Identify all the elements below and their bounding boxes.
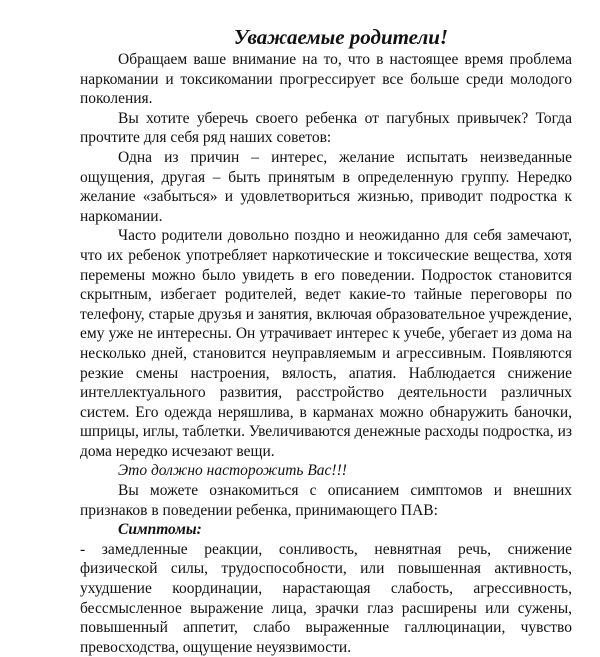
symptoms-list: - замедленные реакции, сонливость, невнятная речь, снижение физической силы, трудоспособности, или повышенная активность, ухудшение координации, нарастающая слабость, агрессивность, бессмысленное выражение лица, зрачки глаз расширены или сужены, повышенный аппетит, слабо выраженные галлюцинации, чувство превосходства, ощущение неуязвимости. xyxy=(80,540,572,656)
symptoms-heading: Симптомы: xyxy=(118,521,202,539)
paragraph-symptoms-intro: Вы можете ознакомиться с описанием симптомов и внешних признаков в поведении ребенка, принимающего ПАВ: xyxy=(80,482,572,519)
document-title: Уважаемые родители! xyxy=(233,25,449,49)
paragraph-intro: Обращаем ваше внимание на то, что в настоящее время проблема наркомании и токсикомании прогрессирует все больше среди молодого поколения. xyxy=(80,51,572,108)
warning-text: Это должно насторожить Вас!!! xyxy=(118,462,347,480)
paragraph-causes: Одна из причин – интерес, желание испытать неизведанные ощущения, другая – быть принятым в определенную группу. Нередко желание «забыться» и удовлетвориться жизнью, приводит подростка к наркомании. xyxy=(80,148,572,225)
paragraph-question: Вы хотите уберечь своего ребенка от пагубных привычек? Тогда прочтите для себя ряд наших советов: xyxy=(80,109,572,147)
paragraph-signs: Часто родители довольно поздно и неожиданно для себя замечают, что их ребенок употребляет наркотические и токсические вещества, хотя перемены можно было увидеть в его поведении. Подросток становится скрытным, избегает родителей, ведет какие-то тайные переговоры по телефону, старые друзья и занятия, включая образовательное учреждение, ему уже не интересны. Он утрачивает интерес к учебе, убегает из дома на несколько дней, становится неуправляемым и агрессивным. Появляются резкие смены настроения, вялость, апатия. Наблюдается снижение интеллектуального развития, расстройство деятельности различных систем. Его одежда неряшлива, в карманах можно обнаружить баночки, шприцы, иглы, таблетки. Увеличиваются денежные расходы подростка, из дома нередко исчезают вещи. xyxy=(80,227,572,460)
